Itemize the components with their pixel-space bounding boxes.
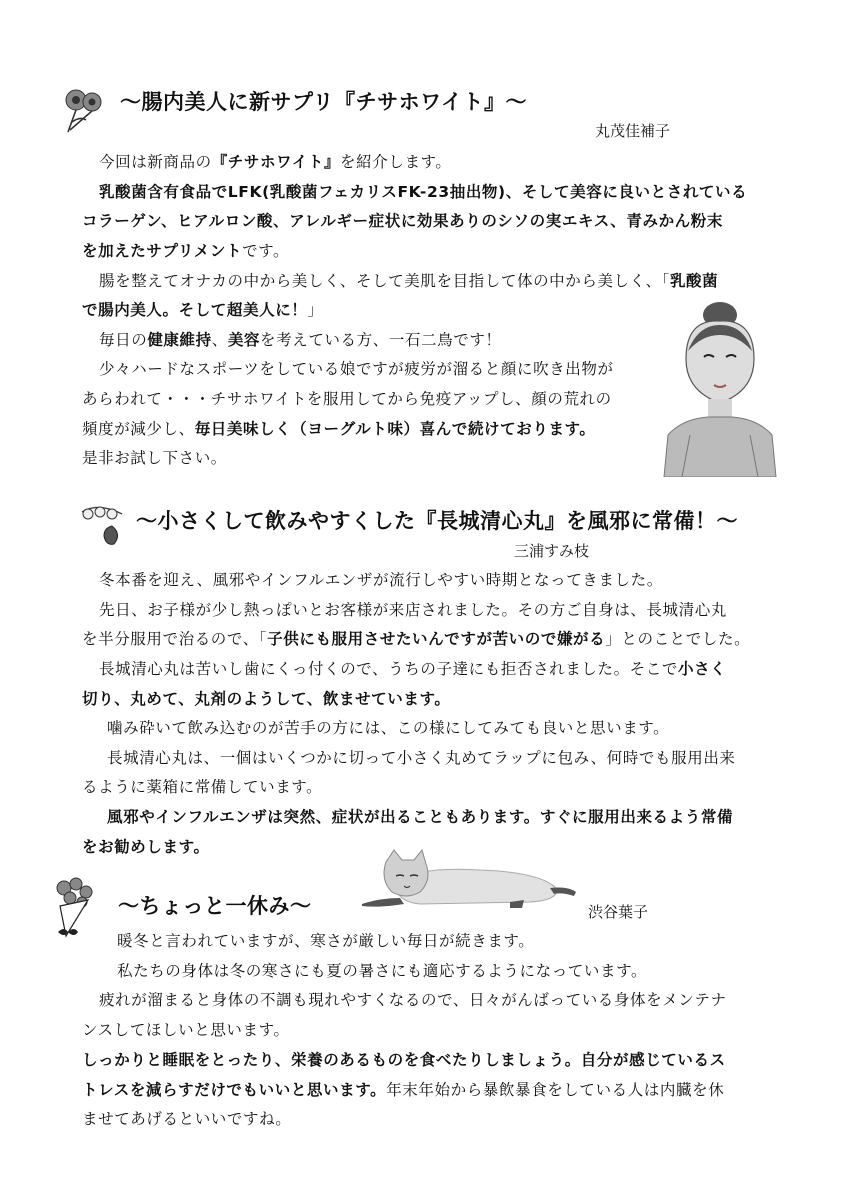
article2-line-9 — [107, 805, 733, 827]
article1-title: ～腸内美人に新サプリ『チサホワイト』～ — [120, 90, 528, 114]
article2-line-8 — [82, 775, 322, 797]
text-run: で腸内美人。そして超美人に！ — [82, 301, 308, 319]
text-run: 切り、丸めて、丸剤のようして、飲ませています。 — [82, 690, 451, 708]
article2-line-5 — [82, 687, 450, 709]
article3-line-3 — [99, 988, 727, 1010]
text-run: 美容 — [227, 331, 261, 349]
article2-line-4 — [99, 657, 726, 679]
text-run: 長城清心丸は、一個はいくつかに切って小さく丸めてラップに包み、何時でも服用出来 — [107, 749, 736, 767]
bouquet-icon — [48, 876, 106, 944]
article1-line-9 — [82, 387, 612, 409]
article3-author: 渋谷葉子 — [588, 903, 649, 921]
article1-line-10 — [82, 417, 596, 439]
article3-line-6 — [82, 1078, 724, 1100]
article2-line-1 — [99, 568, 663, 590]
text-run: 長城清心丸は苦いし歯にくっ付くので、うちの子達にも拒否されました。そこで — [99, 660, 678, 678]
article1-author: 丸茂佳補子 — [595, 122, 671, 140]
text-run: です。 — [242, 242, 290, 260]
text-run: を紹介します。 — [340, 153, 452, 171]
text-run: しっかりと睡眠をとったり、栄養のあるものを食べたりしましょう。自分が感じているス — [82, 1051, 726, 1069]
text-run: あらわれて・・・チサホワイトを服用してから免疫アップし、顔の荒れの — [82, 390, 612, 408]
article3-line-4 — [82, 1018, 290, 1040]
article2-author: 三浦すみ枝 — [514, 542, 590, 560]
article3-line-5 — [82, 1048, 726, 1070]
article2-title: ～小さくして飲みやすくした『長城清心丸』を風邪に常備！～ — [136, 509, 738, 533]
text-run: を半分服用で治るので、「 — [82, 630, 268, 648]
text-run: 今回は新商品の — [99, 153, 212, 171]
text-run: 乳酸菌含有食品でLFK(乳酸菌フェカリスFK-23抽出物)、そして美容に良いとされている — [99, 183, 748, 201]
article3-line-1 — [117, 929, 534, 951]
article1-line-8 — [99, 357, 614, 379]
text-run: 疲れが溜まると身体の不調も現れやすくなるので、日々がんばっている身体をメンテナ — [99, 991, 727, 1009]
article1-line-2 — [99, 180, 747, 202]
text-run: 年末年始から暴飲暴食をしている人は内臓を休 — [386, 1081, 725, 1099]
article1-line-1 — [99, 150, 452, 172]
orchid-icon — [78, 500, 126, 548]
article1-line-5 — [99, 269, 718, 291]
article2-line-6 — [107, 716, 669, 738]
text-run: るように薬箱に常備しています。 — [82, 778, 323, 796]
article1-line-4 — [82, 239, 289, 261]
text-run: を加えたサプリメント — [82, 242, 243, 260]
text-run: 頻度が減少し、 — [82, 420, 195, 438]
text-run: 腸を整えてオナカの中から美しく、そして美肌を目指して体の中から美しく、「 — [99, 272, 670, 290]
text-run: 」とのことでした。 — [605, 630, 751, 648]
article1-line-11 — [82, 446, 227, 468]
article3-line-2 — [117, 959, 647, 981]
text-run: 噛み砕いて飲み込むのが苦手の方には、この様にしてみても良いと思います。 — [107, 719, 670, 737]
text-run: を考えている方、一石二鳥です！ — [260, 331, 502, 349]
text-run: トレスを減らすだけでもいいと思います。 — [82, 1081, 387, 1099]
text-run: 先日、お子様が少し熱っぽいとお客様が来店されました。その方ご自身は、長城清心丸 — [99, 601, 727, 619]
text-run: 健康維持 — [147, 331, 212, 349]
text-run: 暖冬と言われていますが、寒さが厳しい毎日が続きます。 — [117, 932, 535, 950]
text-run: 是非お試し下さい。 — [82, 449, 227, 467]
text-run: 少々ハードなスポーツをしている娘ですが疲労が溜ると顔に吹き出物が — [99, 360, 614, 378]
text-run: 私たちの身体は冬の寒さにも夏の暑さにも適応するようになっています。 — [117, 962, 648, 980]
article3-title: ～ちょっと一休み～ — [118, 894, 312, 918]
article1-line-3 — [82, 209, 723, 231]
text-run: 乳酸菌 — [669, 272, 719, 290]
text-run: ンスしてほしいと思います。 — [82, 1021, 290, 1039]
text-run: 、 — [211, 331, 228, 349]
text-run: 子供にも服用させたいんですが苦いので嫌がる — [267, 630, 606, 648]
article1-line-7 — [99, 328, 502, 350]
article2-line-3 — [82, 627, 750, 649]
article2-line-2 — [99, 598, 727, 620]
article3-line-7 — [82, 1107, 291, 1129]
text-run: コラーゲン、ヒアルロン酸、アレルギー症状に効果ありのシソの実エキス、青みかん粉末 — [82, 212, 723, 230]
text-run: 小さく — [677, 660, 727, 678]
text-run: 風邪やインフルエンザは突然、症状が出ることもあります。すぐに服用出来るよう常備 — [107, 808, 734, 826]
text-run: 冬本番を迎え、風邪やインフルエンザが流行しやすい時期となってきました。 — [99, 571, 663, 589]
article1-line-6 — [82, 298, 324, 320]
text-run: をお勧めします。 — [82, 838, 210, 856]
text-run: ませてあげるといいですね。 — [82, 1110, 292, 1128]
woman-illustration — [658, 295, 782, 477]
article2-line-10 — [82, 835, 210, 857]
text-run: 毎日美味しく（ヨーグルト味）喜んで続けております。 — [194, 420, 596, 438]
text-run: 『チサホワイト』 — [211, 153, 341, 171]
article2-line-7 — [107, 746, 736, 768]
text-run: 毎日の — [99, 331, 148, 349]
text-run: 」 — [307, 301, 324, 319]
cat-illustration — [360, 848, 582, 912]
flower-icon — [60, 86, 106, 136]
